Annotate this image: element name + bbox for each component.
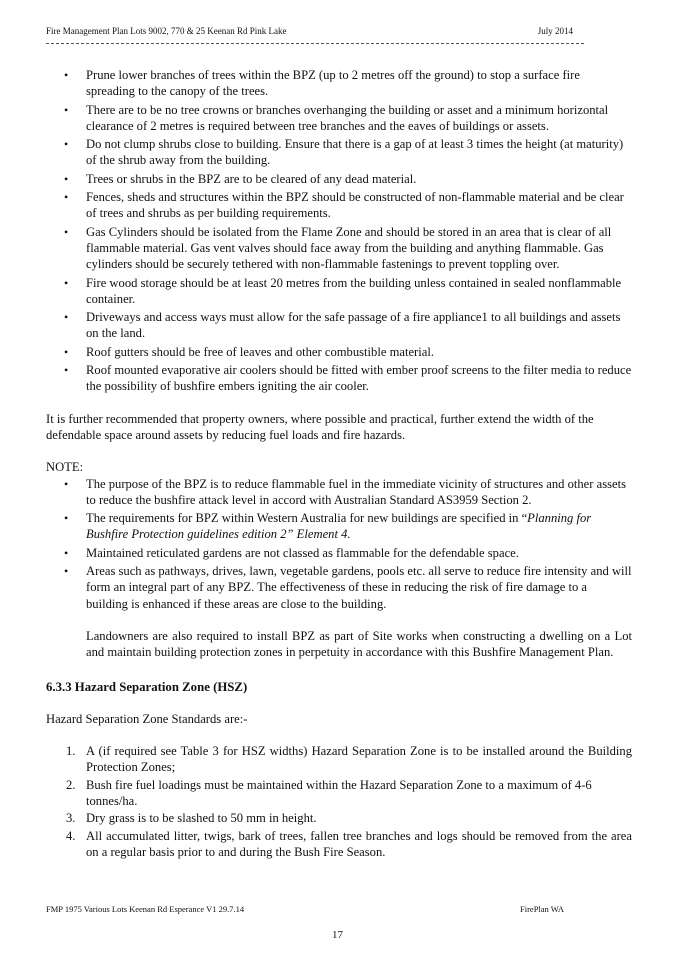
list-item: [46, 510, 632, 543]
page-number: 17: [332, 929, 343, 941]
header-title: Fire Management Plan Lots 9002, 770 & 25 Keenan Rd Pink Lake: [46, 26, 287, 36]
list-item: • Roof mounted evaporative air coolers should be fitted with ember proof screens to the filter media to reduce the possibility of bushfire embers igniting the air cooler.: [46, 362, 632, 395]
list-item: • Gas Cylinders should be isolated from the Flame Zone and should be stored in an area that is clear of all flammable material. Gas vent valves should face away from the building and anything flammable. Gas cylinders should be securely tethered with non-flammable fastenings to prevent toppling over.: [46, 224, 632, 273]
hsz-standards-list: [46, 743, 632, 860]
list-item: [46, 743, 632, 776]
item-number: 1.: [66, 744, 76, 759]
item-number: 2.: [66, 777, 76, 792]
hsz-intro: Hazard Separation Zone Standards are:-: [46, 711, 248, 726]
item-text: Bush fire fuel loadings must be maintained within the Hazard Separation Zone to a maximum of 4-6 tonnes/ha.: [86, 777, 592, 808]
list-item: • Driveways and access ways must allow for the safe passage of a fire appliance1 to all buildings and assets on the land.: [46, 309, 632, 342]
list-item: • Roof gutters should be free of leaves and other combustible material.: [46, 344, 632, 360]
item-text: All accumulated litter, twigs, bark of trees, fallen tree branches and logs should be removed from the area on a regular basis prior to and during the Bush Fire Season.: [86, 828, 632, 859]
list-item: • Do not clump shrubs close to building. Ensure that there is a gap of at least 3 times the height (at maturity) of the shrub away from the building.: [46, 136, 632, 169]
list-item: • Maintained reticulated gardens are not classed as flammable for the defendable space.: [46, 545, 632, 561]
footer-author: FirePlan WA: [520, 904, 564, 914]
item-number: 3.: [66, 811, 76, 826]
defendable-space-paragraph: It is further recommended that property owners, where possible and practical, further extend the width of the defendable space around assets by reducing fuel loads and fire hazards.: [46, 411, 594, 442]
landowners-paragraph: Landowners are also required to install BPZ as part of Site works when constructing a dwelling on a Lot and maintain building protection zones in perpetuity in accordance with this Bushfire Management Plan.: [86, 628, 632, 660]
bpz-requirements-list: [46, 67, 632, 395]
item-text: A (if required see Table 3 for HSZ widths) Hazard Separation Zone is to be installed around the Building Protection Zones;: [86, 744, 632, 775]
list-item: • Fire wood storage should be at least 20 metres from the building unless contained in sealed nonflammable container.: [46, 275, 632, 308]
guideline-reference: Planning for Bushfire Protection guidelines edition 2” Element 4.: [86, 511, 592, 542]
list-item: [46, 828, 632, 861]
note-label: NOTE:: [46, 460, 84, 475]
note-list: [46, 476, 632, 612]
page-body: [46, 67, 632, 861]
list-item: [46, 810, 632, 826]
header-divider: [46, 43, 584, 44]
item-number: 4.: [66, 828, 76, 843]
list-item: • There are to be no tree crowns or branches overhanging the building or asset and a minimum horizontal clearance of 2 metres is required between tree branches and the eaves of buildings or assets.: [46, 102, 632, 135]
header-date: July 2014: [537, 26, 573, 36]
list-item: • Prune lower branches of trees within the BPZ (up to 2 metres off the ground) to stop a surface fire spreading to the canopy of the trees.: [46, 67, 632, 100]
list-item: • Areas such as pathways, drives, lawn, vegetable gardens, pools etc. all serve to reduce fire intensity and will form an integral part of any BPZ. The effectiveness of these in reducing the risk of fire damage to a building is enhanced if these areas are close to the building.: [46, 563, 632, 612]
note-text: The requirements for BPZ within Western Australia for new buildings are specified in “: [86, 511, 528, 526]
page-header: [46, 26, 629, 38]
list-item: • Fences, sheds and structures within the BPZ should be constructed of non-flammable material and be clear of trees and shrubs as per building requirements.: [46, 189, 632, 222]
footer-document-id: FMP 1975 Various Lots Keenan Rd Esperance V1 29.7.14: [46, 904, 245, 914]
list-item: • The purpose of the BPZ is to reduce flammable fuel in the immediate vicinity of structures and other assets to reduce the bushfire attack level in accord with Australian Standard AS3959 Section 2.: [46, 476, 632, 509]
section-heading: 6.3.3 Hazard Separation Zone (HSZ): [46, 679, 248, 694]
list-item: [46, 777, 632, 810]
item-text: Dry grass is to be slashed to 50 mm in height.: [86, 811, 317, 826]
list-item: • Trees or shrubs in the BPZ are to be cleared of any dead material.: [46, 171, 632, 187]
